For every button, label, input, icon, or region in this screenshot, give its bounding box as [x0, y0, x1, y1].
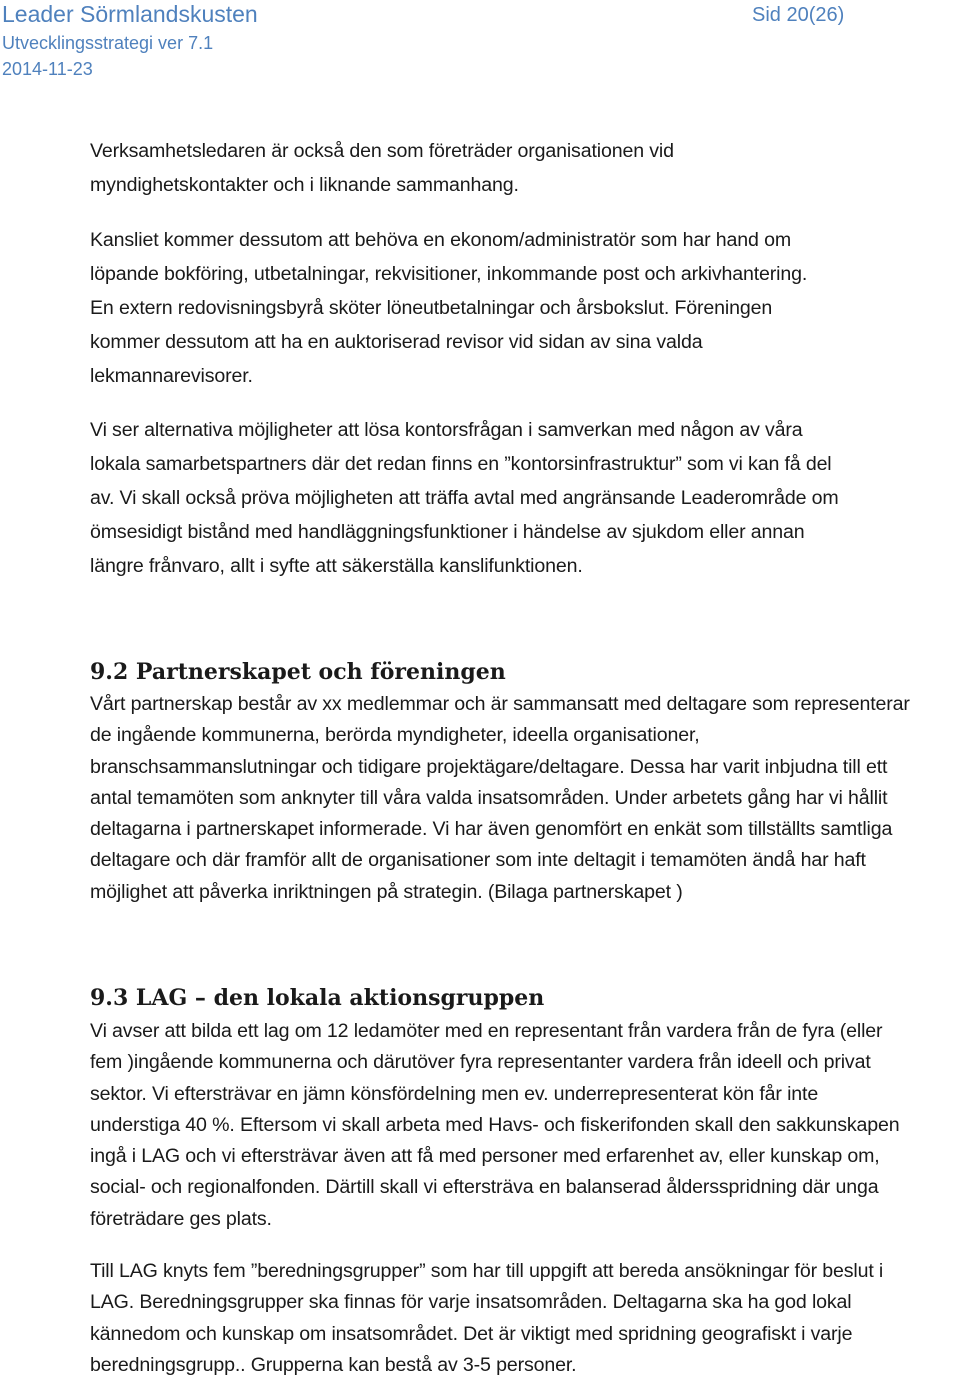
- text-line: fem )ingående kommunerna och därutöver fyra representanter vardera från ideell och privat: [90, 1051, 871, 1074]
- section-heading-9-3: 9.3 LAG – den lokala aktionsgruppen: [90, 985, 545, 1011]
- document-date: 2014-11-23: [2, 59, 93, 79]
- document-title: Leader Sörmlandskusten: [2, 1, 258, 27]
- text-line: social- och regionalfonden. Därtill skall vi eftersträva en balanserad åldersspridning där unga: [90, 1176, 879, 1199]
- text-line: deltagarna i partnerskapet informerade. Vi har även genomfört en enkät som tillställts samtliga: [90, 818, 893, 841]
- text-line: antal temamöten som anknyter till våra valda insatsområden. Under arbetets gång har vi hållit: [90, 786, 888, 809]
- paragraph-lag: [90, 1016, 960, 1235]
- text-line: myndighetskontakter och i liknande sammanhang.: [90, 174, 519, 196]
- paragraph-beredningsgrupper: [90, 1256, 960, 1381]
- text-line: kommer dessutom att ha en auktoriserad revisor vid sidan av sina valda: [90, 331, 703, 353]
- text-line: ingå i LAG och vi eftersträvar även att få med personer med erfarenhet av, eller kunskap om,: [90, 1145, 880, 1168]
- text-line: ömsesidigt bistånd med handläggningsfunktioner i händelse av sjukdom eller annan: [90, 521, 805, 543]
- page-number: Sid 20(26): [752, 4, 845, 26]
- text-line: deltagare och där framför allt de organisationer som inte deltagit i temamöten ändå har haft: [90, 849, 866, 872]
- text-line: Vi ser alternativa möjligheter att lösa kontorsfrågan i samverkan med någon av våra: [90, 419, 803, 441]
- text-line: LAG. Beredningsgrupper ska finnas för varje insatsområden. Deltagarna ska ha god lokal: [90, 1291, 852, 1314]
- text-line: Vårt partnerskap består av xx medlemmar och är sammansatt med deltagare som representerar: [90, 693, 910, 715]
- paragraph-verksamhetsledare: [90, 134, 960, 202]
- text-line: lokala samarbetspartners där det redan finns en ”kontorsinfrastruktur” som vi kan få del: [90, 453, 832, 475]
- paragraph-kontorsfragan: [90, 413, 960, 583]
- text-line: beredningsgrupp.. Grupperna kan bestå av 3-5 personer.: [90, 1353, 577, 1376]
- text-line: företrädare ges plats.: [90, 1207, 272, 1230]
- paragraph-kansliet: [90, 223, 960, 393]
- text-line: En extern redovisningsbyrå sköter löneutbetalningar och årsbokslut. Föreningen: [90, 297, 773, 319]
- text-line: möjlighet att påverka inriktningen på strategin. (Bilaga partnerskapet ): [90, 880, 683, 903]
- text-line: lekmannarevisorer.: [90, 365, 253, 387]
- text-line: branschsammanslutningar och tidigare projektägare/deltagare. Dessa har varit inbjudna till ett: [90, 755, 888, 778]
- text-line: Till LAG knyts fem ”beredningsgrupper” som har till uppgift att bereda ansökningar för beslut i: [90, 1260, 884, 1282]
- section-heading-9-2: 9.2 Partnerskapet och föreningen: [90, 659, 506, 685]
- text-line: löpande bokföring, utbetalningar, rekvisitioner, inkommande post och arkivhantering.: [90, 263, 808, 285]
- text-line: sektor. Vi eftersträvar en jämn könsfördelning men ev. underrepresenterat kön får inte: [90, 1082, 819, 1105]
- text-line: kännedom och kunskap om insatsområdet. Det är viktigt med spridning geografiskt i varje: [90, 1322, 853, 1345]
- text-line: Kansliet kommer dessutom att behöva en ekonom/administratör som har hand om: [90, 229, 792, 251]
- text-line: Verksamhetsledaren är också den som företräder organisationen vid: [90, 140, 674, 162]
- document-version: Utvecklingsstrategi ver 7.1: [2, 33, 214, 53]
- text-line: av. Vi skall också pröva möjligheten att träffa avtal med angränsande Leaderområde om: [90, 487, 839, 509]
- text-line: Vi avser att bilda ett lag om 12 ledamöter med en representant från vardera från de fyra (eller: [90, 1020, 883, 1042]
- text-line: understiga 40 %. Eftersom vi skall arbeta med Havs- och fiskerifonden skall den sakkunskapen: [90, 1113, 900, 1136]
- text-line: längre frånvaro, allt i syfte att säkerställa kanslifunktionen.: [90, 555, 583, 577]
- paragraph-partnerskapet: [90, 689, 960, 908]
- text-line: de ingående kommunerna, berörda myndigheter, ideella organisationer,: [90, 724, 700, 747]
